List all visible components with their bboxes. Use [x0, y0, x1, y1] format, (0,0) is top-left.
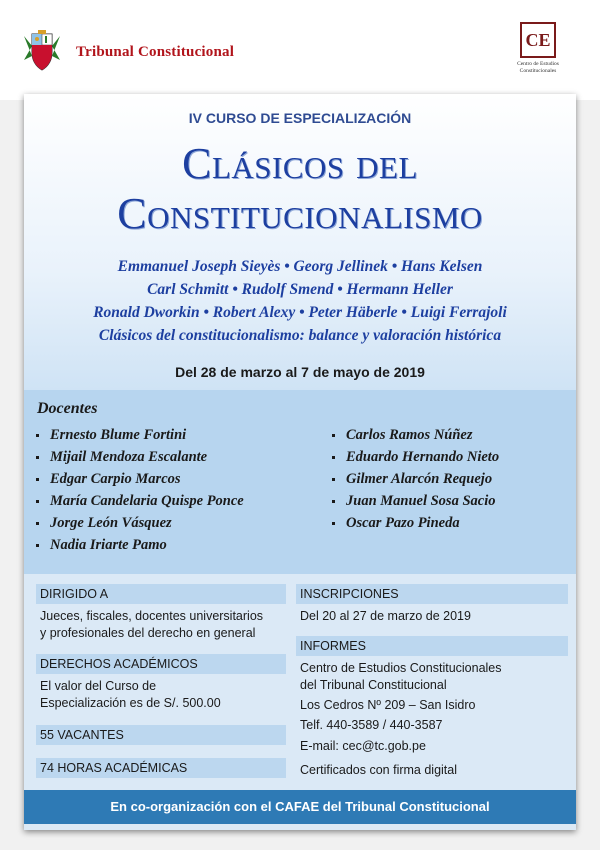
cec-line-2: Constitucionales [519, 67, 557, 74]
cec-logo [502, 22, 574, 74]
dirigido-line-1: Jueces, fiscales, docentes universitarios [40, 609, 264, 623]
footer-text: En co-organización con el CAFAE del Tribunal Constitucional [110, 799, 490, 814]
course-poster [24, 94, 576, 830]
docente-item: Oscar Pazo Pineda [332, 512, 499, 534]
informes-line-2: del Tribunal Constitucional [300, 678, 447, 692]
derechos-line-2: Especialización es de S/. 500.00 [40, 696, 221, 710]
course-dates: Del 28 de marzo al 7 de mayo de 2019 [175, 364, 425, 380]
docente-item: Edgar Carpio Marcos [36, 468, 244, 490]
email-text: E-mail: cec@tc.gob.pe [300, 739, 426, 753]
course-subtitle: IV CURSO DE ESPECIALIZACIÓN [188, 110, 412, 126]
derechos-line-1: El valor del Curso de [40, 679, 157, 693]
inscripciones-text: Del 20 al 27 de marzo de 2019 [300, 609, 471, 623]
poster-top [24, 94, 576, 390]
informes-line-1: Centro de Estudios Constitucionales [300, 661, 502, 675]
horas-label: 74 HORAS ACADÉMICAS [36, 758, 286, 778]
docente-item: María Candelaria Quispe Ponce [36, 490, 244, 512]
docente-item: Gilmer Alarcón Requejo [332, 468, 499, 490]
vacantes-label: 55 VACANTES [36, 725, 286, 745]
docentes-heading: Docentes [37, 400, 98, 417]
dirigido-line-2: y profesionales del derecho en general [40, 626, 256, 640]
docentes-right-list [332, 424, 499, 534]
footer-bar [24, 790, 576, 824]
course-title-line-2: Constitucionalismo [117, 189, 483, 238]
course-tagline: Clásicos del constitucionalismo: balance y valoración histórica [98, 327, 502, 344]
docente-item: Jorge León Vásquez [36, 512, 244, 534]
cec-mark: CE [520, 22, 556, 58]
cec-line-1: Centro de Estudios [517, 61, 559, 67]
docente-item: Ernesto Blume Fortini [36, 424, 244, 446]
authors-line-1: Emmanuel Joseph Sieyès • Georg Jellinek • Hans Kelsen [117, 258, 483, 275]
phone-text: Telf. 440-3589 / 440-3587 [300, 718, 443, 732]
header [0, 0, 600, 100]
docentes-left-list [36, 424, 244, 556]
course-title-line-1: Clásicos del [182, 139, 418, 188]
org-name: Tribunal Constitucional [76, 43, 235, 60]
tc-logo [18, 30, 234, 74]
certificados-text: Certificados con firma digital [300, 763, 458, 777]
derechos-label: DERECHOS ACADÉMICOS [36, 654, 286, 674]
docente-item: Carlos Ramos Núñez [332, 424, 499, 446]
docente-item: Juan Manuel Sosa Sacio [332, 490, 499, 512]
peru-coat-of-arms-icon [18, 30, 66, 74]
docente-item: Mijail Mendoza Escalante [36, 446, 244, 468]
authors-line-3: Ronald Dworkin • Robert Alexy • Peter Häberle • Luigi Ferrajoli [93, 304, 507, 321]
address-text: Los Cedros Nº 209 – San Isidro [300, 698, 476, 712]
docente-item: Eduardo Hernando Nieto [332, 446, 499, 468]
authors-line-2: Carl Schmitt • Rudolf Smend • Hermann Heller [147, 281, 453, 298]
inscripciones-label: INSCRIPCIONES [296, 584, 568, 604]
informes-label: INFORMES [296, 636, 568, 656]
dirigido-label: DIRIGIDO A [36, 584, 286, 604]
docente-item: Nadia Iriarte Pamo [36, 534, 244, 556]
